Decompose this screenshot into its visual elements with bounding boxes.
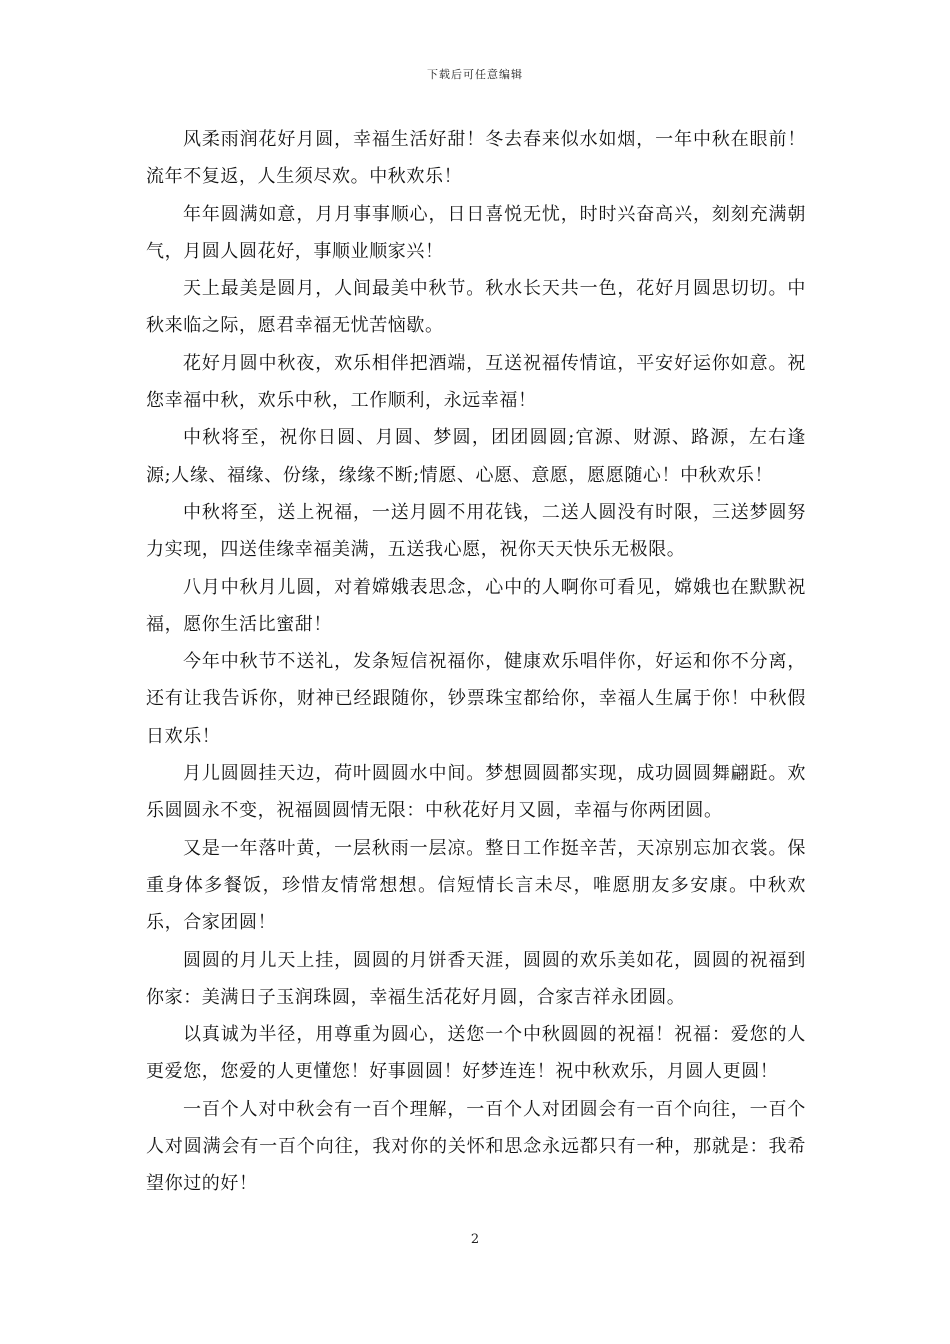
page-number: 2 — [470, 1232, 480, 1247]
paragraph: 风柔雨润花好月圆，幸福生活好甜！冬去春来似水如烟，一年中秋在眼前！流年不复返，人生须尽欢。中秋欢乐！ — [146, 129, 806, 188]
paragraph: 八月中秋月儿圆，对着嫦娥表思念，心中的人啊你可看见，嫦娥也在默默祝福，愿你生活比蜜甜！ — [146, 576, 806, 635]
paragraph: 天上最美是圆月，人间最美中秋节。秋水长天共一色，花好月圆思切切。中秋来临之际，愿君幸福无忧苦恼歇。 — [146, 278, 806, 337]
paragraph: 以真诚为半径，用尊重为圆心，送您一个中秋圆圆的祝福！祝福：爱您的人更爱您，您爱的人更懂您！好事圆圆！好梦连连！祝中秋欢乐，月圆人更圆！ — [146, 1024, 806, 1083]
document-body — [146, 121, 806, 1203]
paragraph: 花好月圆中秋夜，欢乐相伴把酒端，互送祝福传情谊，平安好运你如意。祝您幸福中秋，欢乐中秋，工作顺利，永远幸福！ — [146, 352, 806, 412]
paragraph: 中秋将至，祝你日圆、月圆、梦圆，团团圆圆;官源、财源、路源，左右逢源;人缘、福缘、份缘，缘缘不断;情愿、心愿、意愿，愿愿随心！中秋欢乐！ — [146, 427, 806, 486]
paragraph: 月儿圆圆挂天边，荷叶圆圆水中间。梦想圆圆都实现，成功圆圆舞翩跹。欢乐圆圆永不变，祝福圆圆情无限：中秋花好月又圆，幸福与你两团圆。 — [146, 763, 806, 822]
paragraph: 今年中秋节不送礼，发条短信祝福你，健康欢乐唱伴你，好运和你不分离，还有让我告诉你，财神已经跟随你，钞票珠宝都给你，幸福人生属于你！中秋假日欢乐！ — [146, 651, 806, 747]
page-header: 下载后可任意编辑 — [427, 68, 523, 81]
paragraph: 中秋将至，送上祝福，一送月圆不用花钱，二送人圆没有时限，三送梦圆努力实现，四送佳缘幸福美满，五送我心愿，祝你天天快乐无极限。 — [146, 501, 806, 561]
paragraph: 一百个人对中秋会有一百个理解，一百个人对团圆会有一百个向往，一百个人对圆满会有一百个向往，我对你的关怀和思念永远都只有一种，那就是：我希望你过的好！ — [146, 1098, 806, 1195]
paragraph: 圆圆的月儿天上挂，圆圆的月饼香天涯，圆圆的欢乐美如花，圆圆的祝福到你家：美满日子玉润珠圆，幸福生活花好月圆，合家吉祥永团圆。 — [146, 949, 806, 1008]
paragraph: 年年圆满如意，月月事事顺心，日日喜悦无忧，时时兴奋高兴，刻刻充满朝气，月圆人圆花好，事顺业顺家兴！ — [146, 203, 806, 262]
paragraph: 又是一年落叶黄，一层秋雨一层凉。整日工作挺辛苦，天凉别忘加衣裳。保重身体多餐饭，珍惜友情常想想。信短情长言未尽，唯愿朋友多安康。中秋欢乐，合家团圆！ — [146, 837, 806, 934]
